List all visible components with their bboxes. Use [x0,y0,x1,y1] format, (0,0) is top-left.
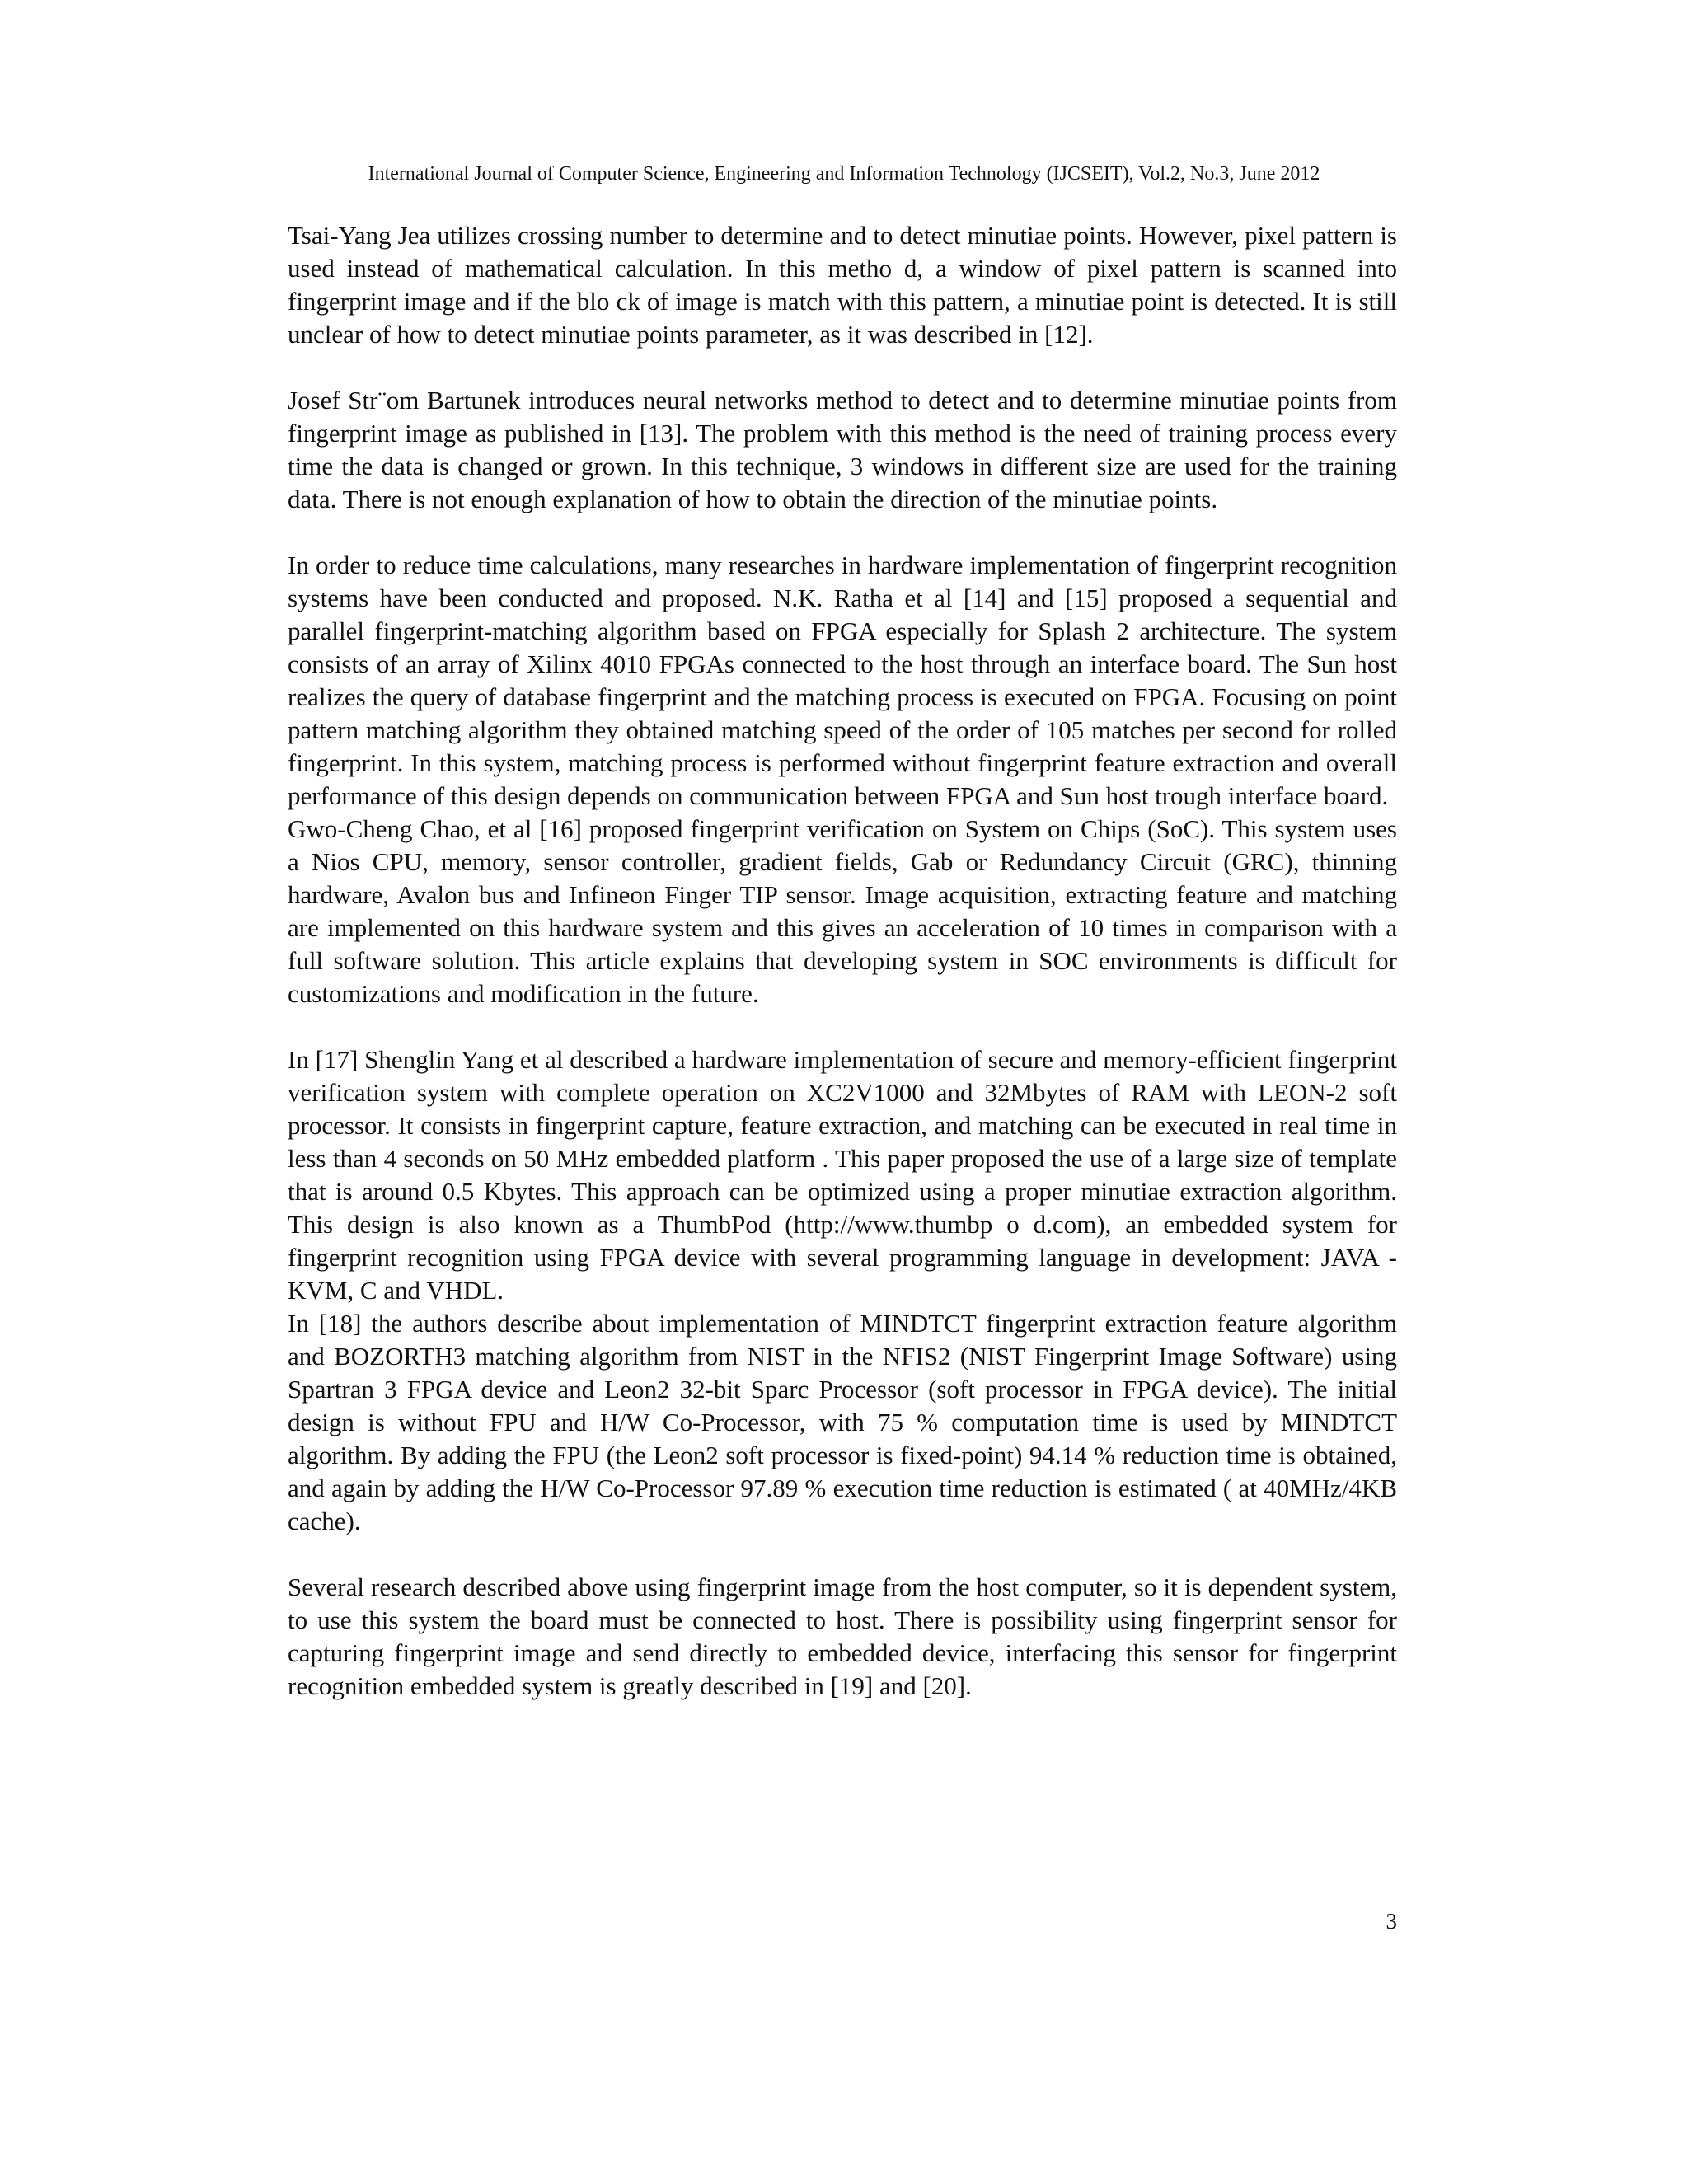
paragraph-summary: Several research described above using fingerprint image from the host computer, so it is dependent system, to use this system the board must be connected to host. There is possibility using fingerprint sensor for capturing fingerprint image and send directly to embedded device, interfacing this sensor for fingerprint recognition embedded system is greatly described in [19] and [20]. [288,1572,1397,1700]
page-number: 3 [1386,1909,1397,1933]
paragraph-ratha: In order to reduce time calculations, many researches in hardware implementation of fingerprint recognition systems have been conducted and proposed. N.K. Ratha et al [14] and [15] proposed a sequential and parallel fingerprint-matching algorithm based on FPGA especially for Splash 2 architecture. The system consists of an array of Xilinx 4010 FPGAs connected to the host through an interface board. The Sun host realizes the query of database fingerprint and the matching process is executed on FPGA. Focusing on point pattern matching algorithm they obtained matching speed of the order of 105 matches per second for rolled fingerprint. In this system, matching process is performed without fingerprint feature extraction and overall performance of this design depends on communication between FPGA and Sun host trough interface board. [288,551,1397,810]
running-header: International Journal of Computer Science, Engineering and Information Technology (IJCSEIT), Vol.2, No.3, June 2012 [368,163,1320,185]
paragraph-bartunek: Josef Str¨om Bartunek introduces neural networks method to detect and to determine minutiae points from fingerprint image as published in [13]. The problem with this method is the need of training process every time the data is changed or grown. In this technique, 3 windows in different size are used for the training data. There is not enough explanation of how to obtain the direction of the minutiae points. [288,386,1397,513]
body-text [288,219,1397,1703]
paragraph-tsai-yang-jea: Tsai-Yang Jea utilizes crossing number to determine and to detect minutiae points. However, pixel pattern is used instead of mathematical calculation. In this metho d, a window of pixel pattern is scanned into fingerprint image and if the blo ck of image is match with this pattern, a minutiae point is detected. It is still unclear of how to detect minutiae points parameter, as it was described in [12]. [288,221,1397,349]
paragraph-mindtct: In [18] the authors describe about implementation of MINDTCT fingerprint extraction feature algorithm and BOZORTH3 matching algorithm from NIST in the NFIS2 (NIST Fingerprint Image Software) using Spartran 3 FPGA device and Leon2 32-bit Sparc Processor (soft processor in FPGA device). The initial design is without FPU and H/W Co-Processor, with 75 % computation time is used by MINDTCT algorithm. By adding the FPU (the Leon2 soft processor is fixed-point) 94.14 % reduction time is obtained, and again by adding the H/W Co-Processor 97.89 % execution time reduction is estimated ( at 40MHz/4KB cache). [288,1309,1397,1535]
paragraph-yang: In [17] Shenglin Yang et al described a hardware implementation of secure and memory-efficient fingerprint verification system with complete operation on XC2V1000 and 32Mbytes of RAM with LEON-2 soft processor. It consists in fingerprint capture, feature extraction, and matching can be executed in real time in less than 4 seconds on 50 MHz embedded platform . This paper proposed the use of a large size of template that is around 0.5 Kbytes. This approach can be optimized using a proper minutiae extraction algorithm. This design is also known as a ThumbPod (http://www.thumbp o d.com), an embedded system for fingerprint recognition using FPGA device with several programming language in development: JAVA - KVM, C and VHDL. [288,1045,1397,1305]
paragraph-chao: Gwo-Cheng Chao, et al [16] proposed fingerprint verification on System on Chips (SoC). This system uses a Nios CPU, memory, sensor controller, gradient fields, Gab or Redundancy Circuit (GRC), thinning hardware, Avalon bus and Infineon Finger TIP sensor. Image acquisition, extracting feature and matching are implemented on this hardware system and this gives an acceleration of 10 times in comparison with a full software solution. This article explains that developing system in SOC environments is difficult for customizations and modification in the future. [288,814,1397,1008]
